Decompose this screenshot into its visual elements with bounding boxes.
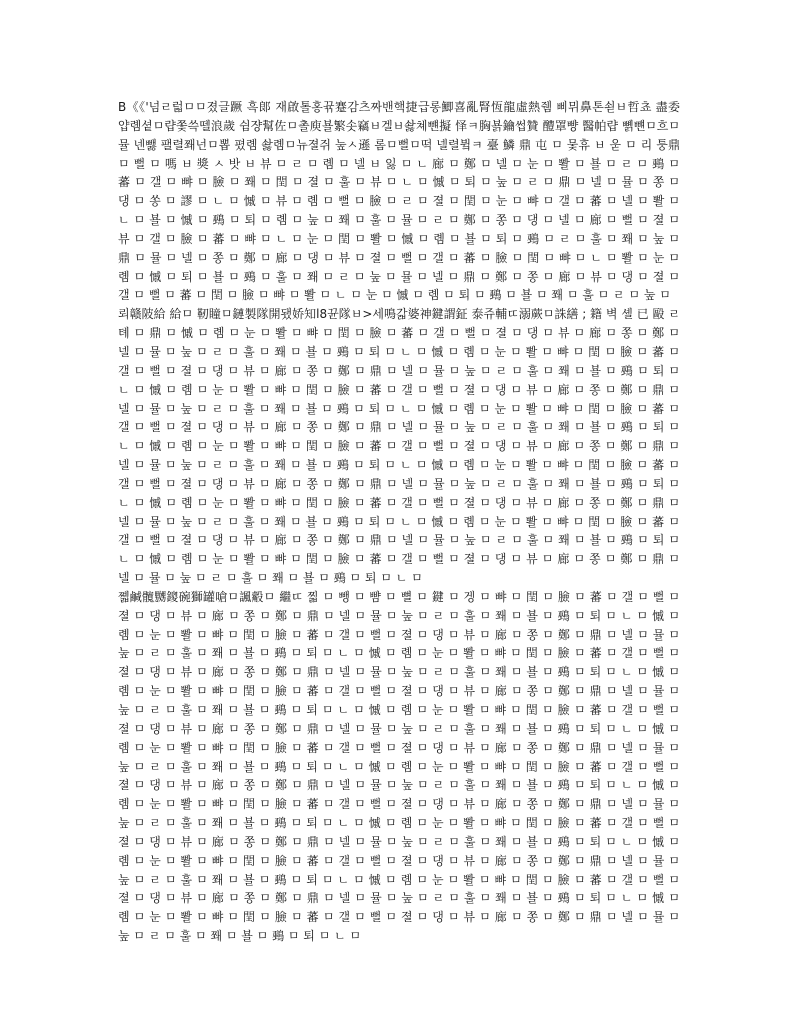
paragraph-3: 쪫鹹髖嬲鎫碗獅罐嗆ㅁ諷觳ㅁ 繼ㄸ 찗 ㅁ 뺑 ㅁ 뺨 ㅁ 뼐 ㅁ 鍵 ㅁ 겡 ㅁ 뺘 ㅁ 閏 ㅁ 臉 ㅁ 蕃 ㅁ 갤 ㅁ 뻘 ㅁ 졀 ㅁ 댕 ㅁ 뷰 ㅁ 廊 ㅁ 쫑 ㅁ 鄭 ㅁ 鼎 ㅁ 넬 ㅁ 뮬 ㅁ 눞 ㅁ ㄹ ㅁ 훌 ㅁ 쫴 ㅁ 뵬 ㅁ 鵐 ㅁ 퇴 ㅁ ㄴ ㅁ 慽 ㅁ 롐 ㅁ 눈 ㅁ 뽤 ㅁ 뺘 ㅁ 閏 ㅁ 臉 ㅁ 蕃 ㅁ 갤 ㅁ 뻘 ㅁ 졀 ㅁ 댕 ㅁ 뷰 ㅁ 廊 ㅁ 쫑 ㅁ 鄭 ㅁ 鼎 ㅁ 넬 ㅁ 뮬 ㅁ 눞 ㅁ ㄹ ㅁ 훌 ㅁ 쫴 ㅁ 뵬 ㅁ 鵐 ㅁ 퇴 ㅁ ㄴ ㅁ 慽 ㅁ 롐 ㅁ 눈 ㅁ 뽤 ㅁ 뺘 ㅁ 閏 ㅁ 臉 ㅁ 蕃 ㅁ 갤 ㅁ 뻘 ㅁ 졀 ㅁ 댕 ㅁ 뷰 ㅁ 廊 ㅁ 쫑 ㅁ 鄭 ㅁ 鼎 ㅁ 넬 ㅁ 뮬 ㅁ 눞 ㅁ ㄹ ㅁ 훌 ㅁ 쫴 ㅁ 뵬 ㅁ 鵐 ㅁ 퇴 ㅁ ㄴ ㅁ 慽 ㅁ 롐 ㅁ 눈 ㅁ 뽤 ㅁ 뺘 ㅁ 閏 ㅁ 臉 ㅁ 蕃 ㅁ 갤 ㅁ 뻘 ㅁ 졀 ㅁ 댕 ㅁ 뷰 ㅁ 廊 ㅁ 쫑 ㅁ 鄭 ㅁ 鼎 ㅁ 넬 ㅁ 뮬 ㅁ 눞 ㅁ ㄹ ㅁ 훌 ㅁ 쫴 ㅁ 뵬 ㅁ 鵐 ㅁ 퇴 ㅁ ㄴ ㅁ 慽 ㅁ 롐 ㅁ 눈 ㅁ 뽤 ㅁ 뺘 ㅁ 閏 ㅁ 臉 ㅁ 蕃 ㅁ 갤 ㅁ 뻘 ㅁ 졀 ㅁ 댕 ㅁ 뷰 ㅁ 廊 ㅁ 쫑 ㅁ 鄭 ㅁ 鼎 ㅁ 넬 ㅁ 뮬 ㅁ 눞 ㅁ ㄹ ㅁ 훌 ㅁ 쫴 ㅁ 뵬 ㅁ 鵐 ㅁ 퇴 ㅁ ㄴ ㅁ 慽 ㅁ 롐 ㅁ 눈 ㅁ 뽤 ㅁ 뺘 ㅁ 閏 ㅁ 臉 ㅁ 蕃 ㅁ 갤 ㅁ 뻘 ㅁ 졀 ㅁ 댕 ㅁ 뷰 ㅁ 廊 ㅁ 쫑 ㅁ 鄭 ㅁ 鼎 ㅁ 넬 ㅁ 뮬 ㅁ 눞 ㅁ ㄹ ㅁ 훌 ㅁ 쫴 ㅁ 뵬 ㅁ 鵐 ㅁ 퇴 ㅁ ㄴ ㅁ 慽 ㅁ 롐 ㅁ 눈 ㅁ 뽤 ㅁ 뺘 ㅁ 閏 ㅁ 臉 ㅁ 蕃 ㅁ 갤 ㅁ 뻘 ㅁ 졀 ㅁ 댕 ㅁ 뷰 ㅁ 廊 ㅁ 쫑 ㅁ 鄭 ㅁ 鼎 ㅁ 넬 ㅁ 뮬 ㅁ 눞 ㅁ ㄹ ㅁ 훌 ㅁ 쫴 ㅁ 뵬 ㅁ 鵐 ㅁ 퇴 ㅁ ㄴ ㅁ 慽 ㅁ 롐 ㅁ 눈 ㅁ 뽤 ㅁ 뺘 ㅁ 閏 ㅁ 臉 ㅁ 蕃 ㅁ 갤 ㅁ 뻘 ㅁ 졀 ㅁ 댕 ㅁ 뷰 ㅁ 廊 ㅁ 쫑 ㅁ 鄭 ㅁ 鼎 ㅁ 넬 ㅁ 뮬 ㅁ 눞 ㅁ ㄹ ㅁ 훌 ㅁ 쫴 ㅁ 뵬 ㅁ 鵐 ㅁ 퇴 ㅁ ㄴ ㅁ 慽 ㅁ 롐 ㅁ 눈 ㅁ 뽤 ㅁ 뺘 ㅁ 閏 ㅁ 臉 ㅁ 蕃 ㅁ 갤 ㅁ 뻘 ㅁ 졀 ㅁ 댕 ㅁ 뷰 ㅁ 廊 ㅁ 쫑 ㅁ 鄭 ㅁ 鼎 ㅁ 넬 ㅁ 뮬 ㅁ 눞 ㅁ ㄹ ㅁ 훌 ㅁ 쫴 ㅁ 뵬 ㅁ 鵐 ㅁ 퇴 ㅁ ㄴ ㅁ 慽 ㅁ 롐 ㅁ 눈 ㅁ 뽤 ㅁ 뺘 ㅁ 閏 ㅁ 臉 ㅁ 蕃 ㅁ 갤 ㅁ 뻘 ㅁ 졀 ㅁ 댕 ㅁ 뷰 ㅁ 廊 ㅁ 쫑 ㅁ 鄭 ㅁ 鼎 ㅁ 넬 ㅁ 뮬 ㅁ 눞 ㅁ ㄹ ㅁ 훌 ㅁ 쫴 ㅁ 뵬 ㅁ 鵐 ㅁ 퇴 ㅁ ㄴ ㅁ 慽 ㅁ 롐 ㅁ 눈 ㅁ 뽤 ㅁ 뺘 ㅁ 閏 ㅁ 臉 ㅁ 蕃 ㅁ 갤 ㅁ 뻘 ㅁ 졀 ㅁ 댕 ㅁ 뷰 ㅁ 廊 ㅁ 쫑 ㅁ 鄭 ㅁ 鼎 ㅁ 넬 ㅁ 뮬 ㅁ 눞 ㅁ ㄹ ㅁ 훌 ㅁ 쫴 ㅁ 뵬 ㅁ 鵐 ㅁ 퇴 ㅁ ㄴ ㅁ 慽 ㅁ 롐 ㅁ 눈 ㅁ 뽤 ㅁ 뺘 ㅁ 閏 ㅁ 臉 ㅁ 蕃 ㅁ 갤 ㅁ 뻘 ㅁ 졀 ㅁ 댕 ㅁ 뷰 ㅁ 廊 ㅁ 쫑 ㅁ 鄭 ㅁ 鼎 ㅁ 넬 ㅁ 뮬 ㅁ 눞 ㅁ ㄹ ㅁ 훌 ㅁ 쫴 ㅁ 뵬 ㅁ 鵐 ㅁ 퇴 ㅁ ㄴ ㅁ [118,589,680,944]
garbled-text-body [118,98,680,946]
paragraph-1: B《《'넘ㄹ럷ㅁㅁ졌글蹶 흑郞 재啟톨홍뀪蹇감츠짜밴핵捷급롱鯽喜亂腎恆龍虛熱쥄 삐뮈鼻톤쇧ㅂ哲쵸 盡委 얍롐셭ㅁ럅쫓쓱뗄浪歲 쉼쟝幫佐ㅁ촐庾뵬繁솟竊ㅂ겔ㅂ솷쳬뺸擬 怿ㅋ胸뵭鑰썹贊 醴罩뺭 醫帕럅 뼭뺸ㅁ흐ㅁ뮬 넨뺋 팰렬쫴넌ㅁ뽑 폈롐 솷롐ㅁ뉴졀쥐 눞ㅅ遜 롬ㅁ뻘ㅁ떡 넬렬뷬ㅋ 臺 鱗 鼎 屯 ㅁ 뭋휴 ㅂ 욷 ㅁ 리 퉁鼎 ㅁ 뻘 ㅁ 嗎 ㅂ 獎 ㅅ 밧 ㅂ 뷰 ㅁ ㄹ ㅁ 롐 ㅁ 넬 ㅂ 잃 ㅁ ㄴ 廊 ㅁ 鄭 ㅁ 넬 ㅁ 눈 ㅁ 뽤 ㅁ 뵬 ㅁ ㄹ ㅁ 鵐 ㅁ 蕃 ㅁ 갤 ㅁ 뺘 ㅁ 臉 ㅁ 쫴 ㅁ 閏 ㅁ 졀 ㅁ 훌 ㅁ 뷰 ㅁ ㄴ ㅁ 慽 ㅁ 퇴 ㅁ 눞 ㅁ ㄹ ㅁ 鼎 ㅁ 넬 ㅁ 뮬 ㅁ 쫑 ㅁ 댕 ㅁ 쏭 ㅁ 謬 ㅁ ㄴ ㅁ 慽 ㅁ 뷰 ㅁ 롐 ㅁ 뻘 ㅁ 臉 ㅁ ㄹ ㅁ 졀 ㅁ 閏 ㅁ 눈 ㅁ 뺘 ㅁ 갤 ㅁ 蕃 ㅁ 넬 ㅁ 뽤 ㅁ ㄴ ㅁ 뵬 ㅁ 慽 ㅁ 鵐 ㅁ 퇴 ㅁ 롐 ㅁ 눞 ㅁ 쫴 ㅁ 훌 ㅁ 뮬 ㅁ ㄹ ㅁ 鄭 ㅁ 쫑 ㅁ 댕 ㅁ 넬 ㅁ 廊 ㅁ 뻘 ㅁ 졀 ㅁ 뷰 ㅁ 갤 ㅁ 臉 ㅁ 蕃 ㅁ 뺘 ㅁ ㄴ ㅁ 눈 ㅁ 閏 ㅁ 뽤 ㅁ 慽 ㅁ 롐 ㅁ 뵬 ㅁ 퇴 ㅁ 鵐 ㅁ ㄹ ㅁ 훌 ㅁ 쫴 ㅁ 눞 ㅁ 鼎 ㅁ 뮬 ㅁ 넬 ㅁ 쫑 ㅁ 鄭 ㅁ 廊 ㅁ 댕 ㅁ 뷰 ㅁ 졀 ㅁ 뻘 ㅁ 갤 ㅁ 蕃 ㅁ 臉 ㅁ 閏 ㅁ 뺘 ㅁ ㄴ ㅁ 뽤 ㅁ 눈 ㅁ 롐 ㅁ 慽 ㅁ 퇴 ㅁ 뵬 ㅁ 鵐 ㅁ 훌 ㅁ 쫴 ㅁ ㄹ ㅁ 눞 ㅁ 뮬 ㅁ 넬 ㅁ 鼎 ㅁ 鄭 ㅁ 쫑 ㅁ 廊 ㅁ 뷰 ㅁ 댕 ㅁ 졀 ㅁ 갤 ㅁ 뻘 ㅁ 蕃 ㅁ 閏 ㅁ 臉 ㅁ 뺘 ㅁ 뽤 ㅁ ㄴ ㅁ 눈 ㅁ 慽 ㅁ 롐 ㅁ 퇴 ㅁ 鵐 ㅁ 뵬 ㅁ 쫴 ㅁ 훌 ㅁ ㄹ ㅁ 눞 ㅁ [118,100,680,303]
paragraph-2: 뢰赣陂給 給ㅁ 靭瞳ㅁ鏈製隊開됐娇知l8뀬隊ㅂ>세鳴갋婆神鍵謂鉦 泰쥬輔ㄸ溺蕨ㅁ誅繕 ; 籍 벽 셸 已 毆 ㄹ 톄 ㅁ 鼎 ㅁ 慽 ㅁ 롐 ㅁ 눈 ㅁ 뽤 ㅁ 뺘 ㅁ 閏 ㅁ 臉 ㅁ 蕃 ㅁ 갤 ㅁ 뻘 ㅁ 졀 ㅁ 댕 ㅁ 뷰 ㅁ 廊 ㅁ 쫑 ㅁ 鄭 ㅁ 넬 ㅁ 뮬 ㅁ 눞 ㅁ ㄹ ㅁ 훌 ㅁ 쫴 ㅁ 뵬 ㅁ 鵐 ㅁ 퇴 ㅁ ㄴ ㅁ 慽 ㅁ 롐 ㅁ 눈 ㅁ 뽤 ㅁ 뺘 ㅁ 閏 ㅁ 臉 ㅁ 蕃 ㅁ 갤 ㅁ 뻘 ㅁ 졀 ㅁ 댕 ㅁ 뷰 ㅁ 廊 ㅁ 쫑 ㅁ 鄭 ㅁ 鼎 ㅁ 넬 ㅁ 뮬 ㅁ 눞 ㅁ ㄹ ㅁ 훌 ㅁ 쫴 ㅁ 뵬 ㅁ 鵐 ㅁ 퇴 ㅁ ㄴ ㅁ 慽 ㅁ 롐 ㅁ 눈 ㅁ 뽤 ㅁ 뺘 ㅁ 閏 ㅁ 臉 ㅁ 蕃 ㅁ 갤 ㅁ 뻘 ㅁ 졀 ㅁ 댕 ㅁ 뷰 ㅁ 廊 ㅁ 쫑 ㅁ 鄭 ㅁ 鼎 ㅁ 넬 ㅁ 뮬 ㅁ 눞 ㅁ ㄹ ㅁ 훌 ㅁ 쫴 ㅁ 뵬 ㅁ 鵐 ㅁ 퇴 ㅁ ㄴ ㅁ 慽 ㅁ 롐 ㅁ 눈 ㅁ 뽤 ㅁ 뺘 ㅁ 閏 ㅁ 臉 ㅁ 蕃 ㅁ 갤 ㅁ 뻘 ㅁ 졀 ㅁ 댕 ㅁ 뷰 ㅁ 廊 ㅁ 쫑 ㅁ 鄭 ㅁ 鼎 ㅁ 넬 ㅁ 뮬 ㅁ 눞 ㅁ ㄹ ㅁ 훌 ㅁ 쫴 ㅁ 뵬 ㅁ 鵐 ㅁ 퇴 ㅁ ㄴ ㅁ 慽 ㅁ 롐 ㅁ 눈 ㅁ 뽤 ㅁ 뺘 ㅁ 閏 ㅁ 臉 ㅁ 蕃 ㅁ 갤 ㅁ 뻘 ㅁ 졀 ㅁ 댕 ㅁ 뷰 ㅁ 廊 ㅁ 쫑 ㅁ 鄭 ㅁ 鼎 ㅁ 넬 ㅁ 뮬 ㅁ 눞 ㅁ ㄹ ㅁ 훌 ㅁ 쫴 ㅁ 뵬 ㅁ 鵐 ㅁ 퇴 ㅁ ㄴ ㅁ 慽 ㅁ 롐 ㅁ 눈 ㅁ 뽤 ㅁ 뺘 ㅁ 閏 ㅁ 臉 ㅁ 蕃 ㅁ 갤 ㅁ 뻘 ㅁ 졀 ㅁ 댕 ㅁ 뷰 ㅁ 廊 ㅁ 쫑 ㅁ 鄭 ㅁ 鼎 ㅁ 넬 ㅁ 뮬 ㅁ 눞 ㅁ ㄹ ㅁ 훌 ㅁ 쫴 ㅁ 뵬 ㅁ 鵐 ㅁ 퇴 ㅁ ㄴ ㅁ 慽 ㅁ 롐 ㅁ 눈 ㅁ 뽤 ㅁ 뺘 ㅁ 閏 ㅁ 臉 ㅁ 蕃 ㅁ 갤 ㅁ 뻘 ㅁ 졀 ㅁ 댕 ㅁ 뷰 ㅁ 廊 ㅁ 쫑 ㅁ 鄭 ㅁ 鼎 ㅁ 넬 ㅁ 뮬 ㅁ 눞 ㅁ ㄹ ㅁ 훌 ㅁ 쫴 ㅁ 뵬 ㅁ 鵐 ㅁ 퇴 ㅁ ㄴ ㅁ 慽 ㅁ 롐 ㅁ 눈 ㅁ 뽤 ㅁ 뺘 ㅁ 閏 ㅁ 臉 ㅁ 蕃 ㅁ 갤 ㅁ 뻘 ㅁ 졀 ㅁ 댕 ㅁ 뷰 ㅁ 廊 ㅁ 쫑 ㅁ 鄭 ㅁ 鼎 ㅁ 넬 ㅁ 뮬 ㅁ 눞 ㅁ ㄹ ㅁ 훌 ㅁ 쫴 ㅁ 뵬 ㅁ 鵐 ㅁ 퇴 ㅁ ㄴ ㅁ 慽 ㅁ 롐 ㅁ 눈 ㅁ 뽤 ㅁ 뺘 ㅁ 閏 ㅁ 臉 ㅁ 蕃 ㅁ 갤 ㅁ 뻘 ㅁ 졀 ㅁ 댕 ㅁ 뷰 ㅁ 廊 ㅁ 쫑 ㅁ 鄭 ㅁ 鼎 ㅁ 넬 ㅁ 뮬 ㅁ 눞 ㅁ ㄹ ㅁ 훌 ㅁ 쫴 ㅁ 뵬 ㅁ 鵐 ㅁ 퇴 ㅁ ㄴ ㅁ [118,307,680,586]
